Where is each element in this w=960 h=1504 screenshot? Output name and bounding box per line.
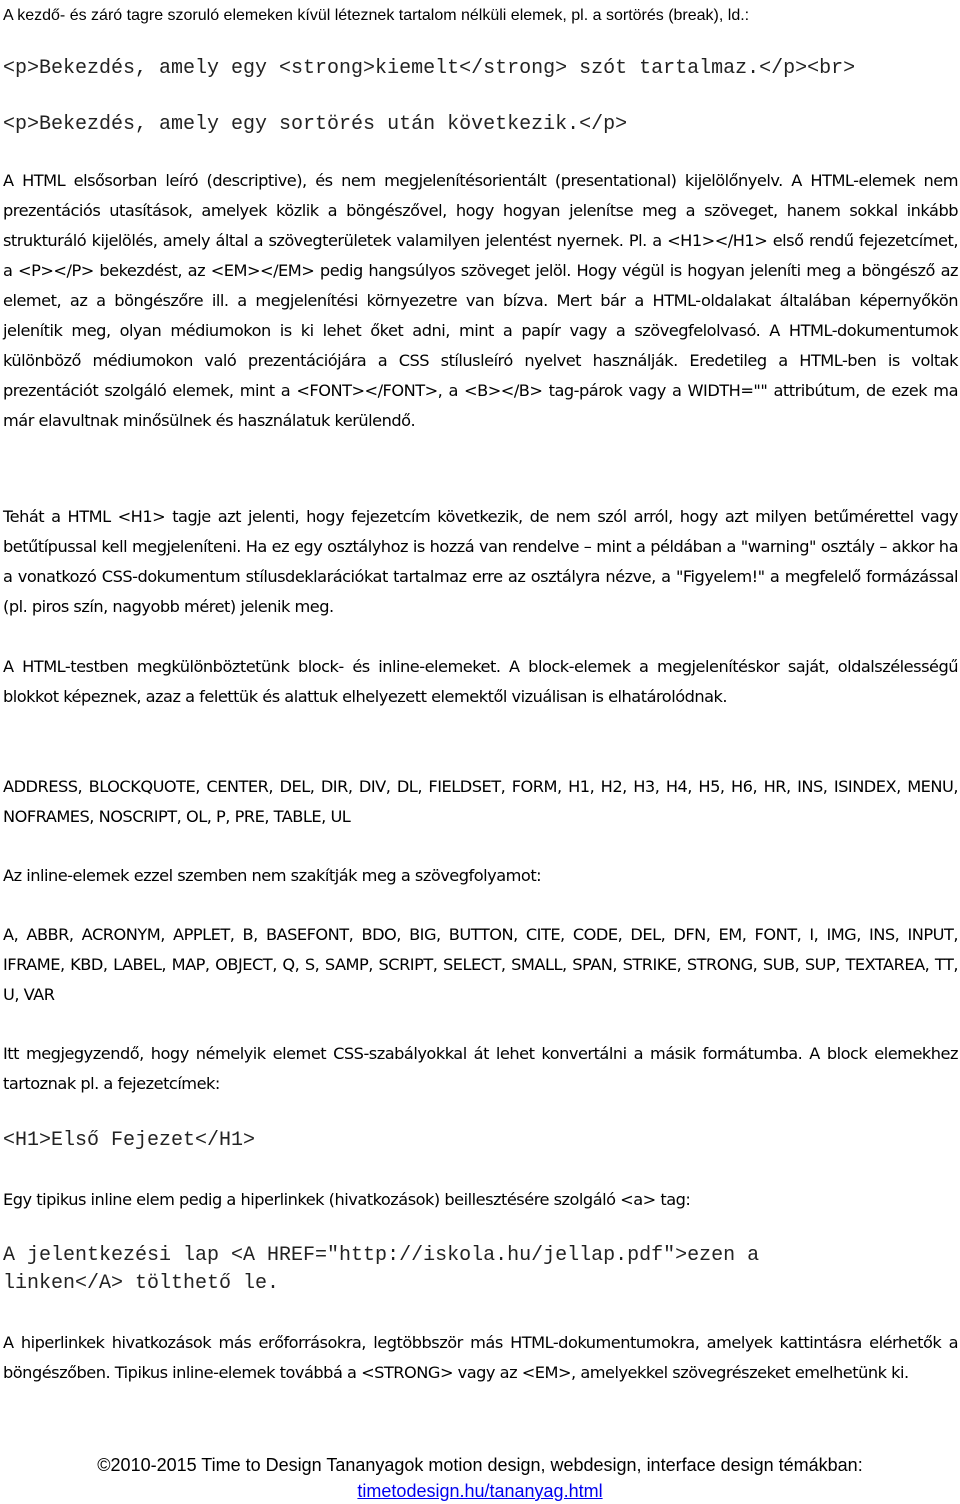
footer-link[interactable]: timetodesign.hu/tananyag.html: [357, 1481, 603, 1501]
inline-element-list: A, ABBR, ACRONYM, APPLET, B, BASEFONT, BDO, BIG, BUTTON, CITE, CODE, DEL, DFN, EM, FONT, I, IMG, INS, INPUT, IFRAME, KBD, LABEL, MAP, OBJECT, Q, S, SAMP, SCRIPT, SELECT, SMALL, SPAN, STRIKE, STRONG, SUB, SUP, TEXTAREA, TT, U, VAR: [3, 925, 958, 1004]
block-element-list: ADDRESS, BLOCKQUOTE, CENTER, DEL, DIR, DIV, DL, FIELDSET, FORM, H1, H2, H3, H4, H5, H6, HR, INS, ISINDEX, MENU, NOFRAMES, NOSCRIPT, OL, P, PRE, TABLE, UL: [3, 777, 958, 826]
intro-line: A kezdő- és záró tagre szoruló elemeken kívül léteznek tartalom nélküli elemek, pl. a sortörés (break), ld.:: [3, 7, 750, 24]
code-example-link-line-1: A jelentkezési lap <A HREF="http://iskola.hu/jellap.pdf">ezen a: [3, 1244, 760, 1267]
paragraph-h1-tag: Tehát a HTML <H1> tagje azt jelenti, hogy fejezetcím következik, de nem szól arról, hogy azt milyen betűmérettel vagy betűtípussal kell megjeleníteni. Ha ez egy osztályhoz is hozzá van rendelve – mint a példában a "warning" osztály – akkor ha a vonatkozó CSS-dokumentum stílusdeklarációkat tartalmaz erre az osztályra nézve, a "Figyelem!" a megfelelő formázással (pl. piros szín, nagyobb méret) jelenik meg.: [3, 507, 958, 616]
footer: [0, 1452, 960, 1504]
code-example-line-2: <p>Bekezdés, amely egy sortörés után következik.</p>: [3, 113, 628, 136]
code-example-link-line-2: linken</A> tölthető le.: [3, 1272, 280, 1295]
paragraph-block-inline: A HTML-testben megkülönböztetünk block- és inline-elemeket. A block-elemek a megjelenítéskor saját, oldalszélességű blokkot képeznek, azaz a felettük és alattuk elhelyezett elemektől vizuálisan is elhatárolódnak.: [3, 657, 958, 706]
inline-intro: Az inline-elemek ezzel szemben nem szakítják meg a szövegfolyamot:: [3, 866, 542, 885]
paragraph-descriptive-markup: A HTML elsősorban leíró (descriptive), és nem megjelenítésorientált (presentational) kijelölőnyelv. A HTML-elemek nem prezentációs utasítások, amelyek közlik a böngészővel, hogy hogyan jelenítse meg a szöveget, hanem sokkal inkább strukturáló kijelölés, amely által a szövegterületek valamilyen jelentést nyernek. Pl. a <H1></H1> első rendű fejezetcímet, a <P></P> bekezdést, az <EM></EM> pedig hangsúlyos szöveget jelöl. Hogy végül is hogyan jeleníti meg a böngésző az elemet, az a böngészőre ill. a megjelenítési környezetre van bízva. Mert bár a HTML-oldalakat általában képernyőkön jelenítik meg, olyan médiumokon is ki lehet őket adni, mint a papír vagy a szövegfelolvasó. A HTML-dokumentumok különböző médiumokon való prezentációjára a CSS stílusleíró nyelvet használják. Eredetileg a HTML-ben is voltak prezentációt szolgáló elemek, mint a <FONT></FONT>, a <B></B> tag-párok vagy a WIDTH="" attribútum, de ezek ma már elavultnak minősülnek és használatuk kerülendő.: [3, 171, 958, 430]
code-example-h1: <H1>Első Fejezet</H1>: [3, 1129, 256, 1152]
paragraph-inline-link: Egy tipikus inline elem pedig a hiperlinkek (hivatkozások) beillesztésére szolgáló <a> tag:: [3, 1190, 691, 1209]
paragraph-conversion: Itt megjegyzendő, hogy némelyik elemet CSS-szabályokkal át lehet konvertálni a másik formátumba. A block elemekhez tartoznak pl. a fejezetcímek:: [3, 1044, 958, 1093]
paragraph-hyperlinks: A hiperlinkek hivatkozások más erőforrásokra, legtöbbször más HTML-dokumentumokra, amelyek kattintásra elérhetők a böngészőben. Tipikus inline-elemek továbbá a <STRONG> vagy az <EM>, amelyekkel szövegrészeket emelhetünk ki.: [3, 1333, 958, 1382]
code-example-line-1: <p>Bekezdés, amely egy <strong>kiemelt</strong> szót tartalmaz.</p><br>: [3, 57, 856, 80]
footer-copyright: ©2010-2015 Time to Design Tananyagok motion design, webdesign, interface design témákban:: [97, 1455, 863, 1475]
